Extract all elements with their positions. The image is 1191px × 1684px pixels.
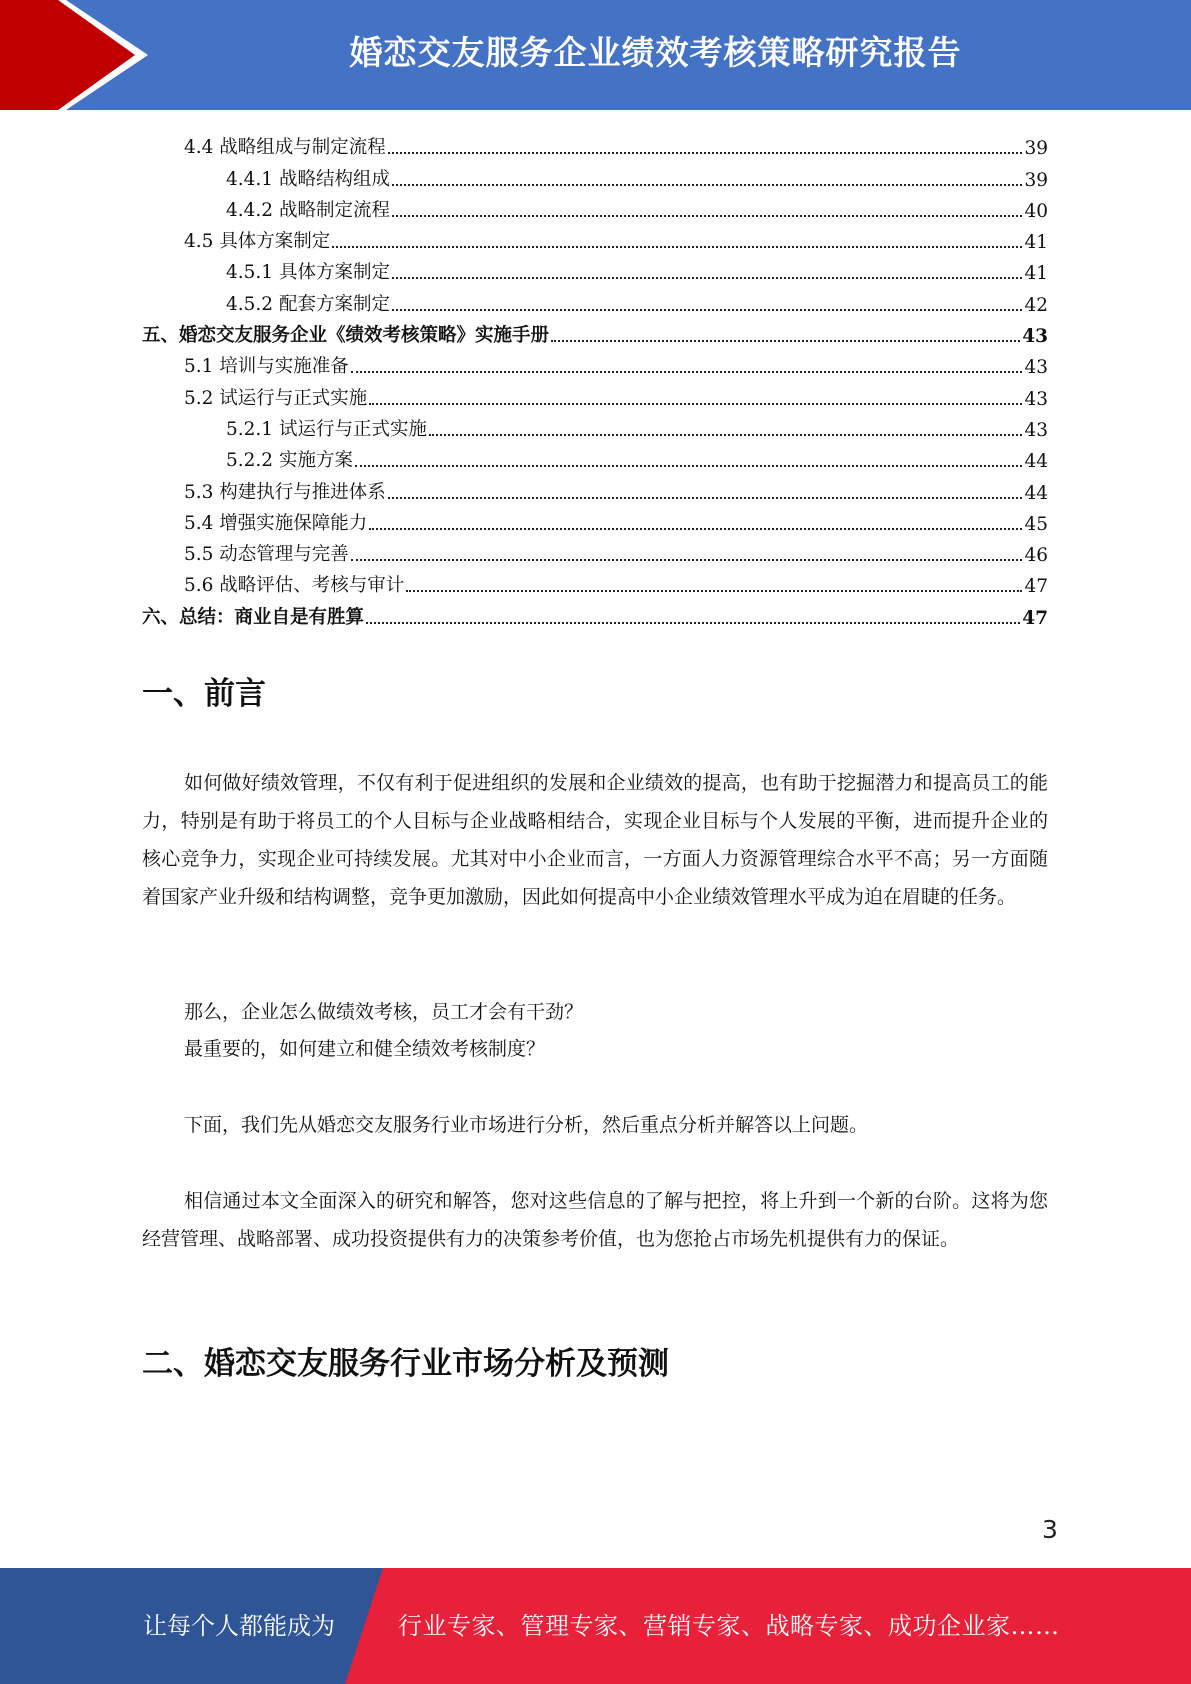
toc-entry[interactable]: [142, 378, 1048, 409]
paragraph-approach: 下面，我们先从婚恋交友服务行业市场进行分析，然后重点分析并解答以上问题。: [184, 1114, 869, 1136]
toc-dot-leader: [366, 622, 1020, 624]
footer-slogan-left: 让每个人都能成为: [143, 1612, 335, 1640]
toc-entry-title: 5.1 培训与实施准备: [184, 356, 349, 378]
toc-entry[interactable]: [142, 535, 1048, 566]
toc-entry[interactable]: [142, 253, 1048, 284]
toc-dot-leader: [369, 403, 1022, 405]
toc-dot-leader: [351, 371, 1023, 373]
paragraph-intro: 如何做好绩效管理，不仅有利于促进组织的发展和企业绩效的提高，也有助于挖掘潜力和提高员工的能力，特别是有助于将员工的个人目标与企业战略相结合，实现企业目标与个人发展的平衡，进而提升企业的核心竞争力，实现企业可持续发展。尤其对中小企业而言，一方面人力资源管理综合水平不高；另一方面随着国家产业升级和结构调整，竞争更加激励，因此如何提高中小企业绩效管理水平成为迫在眉睫的任务。: [142, 772, 1048, 908]
paragraph-question-2: 最重要的，如何建立和健全绩效考核制度？: [184, 1038, 546, 1060]
toc-entry-title: 5.6 战略评估、考核与审计: [184, 575, 405, 597]
toc-entry[interactable]: [142, 191, 1048, 222]
section-title-market-analysis: 二、婚恋交友服务行业市场分析及预测: [142, 1346, 669, 1382]
toc-dot-leader: [551, 340, 1020, 342]
toc-entry-page: 44: [1024, 451, 1048, 473]
toc-dot-leader: [392, 184, 1022, 186]
toc-dot-leader: [351, 559, 1023, 561]
toc-entry-title: 5.3 构建执行与推进体系: [184, 481, 386, 503]
toc-entry-title: 5.2 试运行与正式实施: [184, 387, 368, 409]
toc-dot-leader: [392, 309, 1022, 311]
toc-entry-page: 43: [1024, 388, 1048, 410]
toc-entry-title: 4.5.1 具体方案制定: [226, 262, 390, 284]
toc-entry[interactable]: [142, 128, 1048, 159]
page-footer: [0, 1568, 1191, 1684]
toc-entry-title: 5.5 动态管理与完善: [184, 544, 349, 566]
toc-entry-title: 4.4 战略组成与制定流程: [184, 137, 386, 159]
toc-dot-leader: [429, 434, 1022, 436]
toc-entry[interactable]: [142, 316, 1048, 347]
toc-entry-title: 4.4.1 战略结构组成: [226, 168, 390, 190]
toc-entry[interactable]: [142, 159, 1048, 190]
toc-entry-title: 5.2.2 实施方案: [226, 450, 353, 472]
toc-dot-leader: [355, 465, 1023, 467]
toc-entry-title: 五、婚恋交友服务企业《绩效考核策略》实施手册: [142, 325, 550, 347]
toc-dot-leader: [388, 152, 1023, 154]
toc-entry-page: 47: [1024, 576, 1048, 598]
toc-entry-page: 41: [1024, 232, 1048, 254]
toc-entry[interactable]: [142, 410, 1048, 441]
toc-entry-page: 43: [1022, 326, 1048, 348]
toc-entry-title: 5.4 增强实施保障能力: [184, 512, 368, 534]
toc-entry-page: 39: [1024, 169, 1048, 191]
toc-dot-leader: [392, 277, 1022, 279]
toc-entry[interactable]: [142, 347, 1048, 378]
page-number: 3: [1042, 1515, 1058, 1544]
header-title: 婚恋交友服务企业绩效考核策略研究报告: [349, 33, 962, 72]
toc-entry-page: 44: [1024, 482, 1048, 504]
toc-entry-title: 4.5.2 配套方案制定: [226, 293, 390, 315]
table-of-contents: [142, 128, 1048, 629]
toc-entry-page: 46: [1024, 545, 1048, 567]
section-title-preface: 一、前言: [142, 676, 266, 712]
toc-entry-title: 4.5 具体方案制定: [184, 231, 331, 253]
toc-entry-page: 42: [1024, 294, 1048, 316]
toc-entry-title: 5.2.1 试运行与正式实施: [226, 418, 427, 440]
paragraph-question-1: 那么，企业怎么做绩效考核，员工才会有干劲？: [184, 1001, 584, 1023]
toc-dot-leader: [332, 246, 1022, 248]
toc-entry[interactable]: [142, 284, 1048, 315]
toc-entry-page: 43: [1024, 357, 1048, 379]
toc-entry[interactable]: [142, 597, 1048, 628]
toc-entry-page: 39: [1024, 138, 1048, 160]
toc-entry-page: 43: [1024, 419, 1048, 441]
footer-slogan-right: 行业专家、管理专家、营销专家、战略专家、成功企业家……: [398, 1612, 1060, 1640]
toc-entry[interactable]: [142, 441, 1048, 472]
toc-entry-page: 47: [1022, 607, 1048, 629]
toc-dot-leader: [392, 215, 1022, 217]
toc-entry[interactable]: [142, 504, 1048, 535]
paragraph-conclusion: 相信通过本文全面深入的研究和解答，您对这些信息的了解与把控，将上升到一个新的台阶。这将为您经营管理、战略部署、成功投资提供有力的决策参考价值，也为您抢占市场先机提供有力的保证。: [142, 1190, 1048, 1250]
toc-dot-leader: [406, 590, 1022, 592]
toc-entry-title: 六、总结：商业自是有胜算: [142, 606, 365, 628]
toc-entry-page: 41: [1024, 263, 1048, 285]
toc-dot-leader: [369, 528, 1022, 530]
toc-entry-page: 45: [1024, 513, 1048, 535]
page-header: [0, 0, 1191, 110]
toc-entry[interactable]: [142, 566, 1048, 597]
toc-entry[interactable]: [142, 472, 1048, 503]
toc-entry-page: 40: [1024, 200, 1048, 222]
toc-dot-leader: [388, 497, 1023, 499]
toc-entry-title: 4.4.2 战略制定流程: [226, 199, 390, 221]
toc-entry[interactable]: [142, 222, 1048, 253]
